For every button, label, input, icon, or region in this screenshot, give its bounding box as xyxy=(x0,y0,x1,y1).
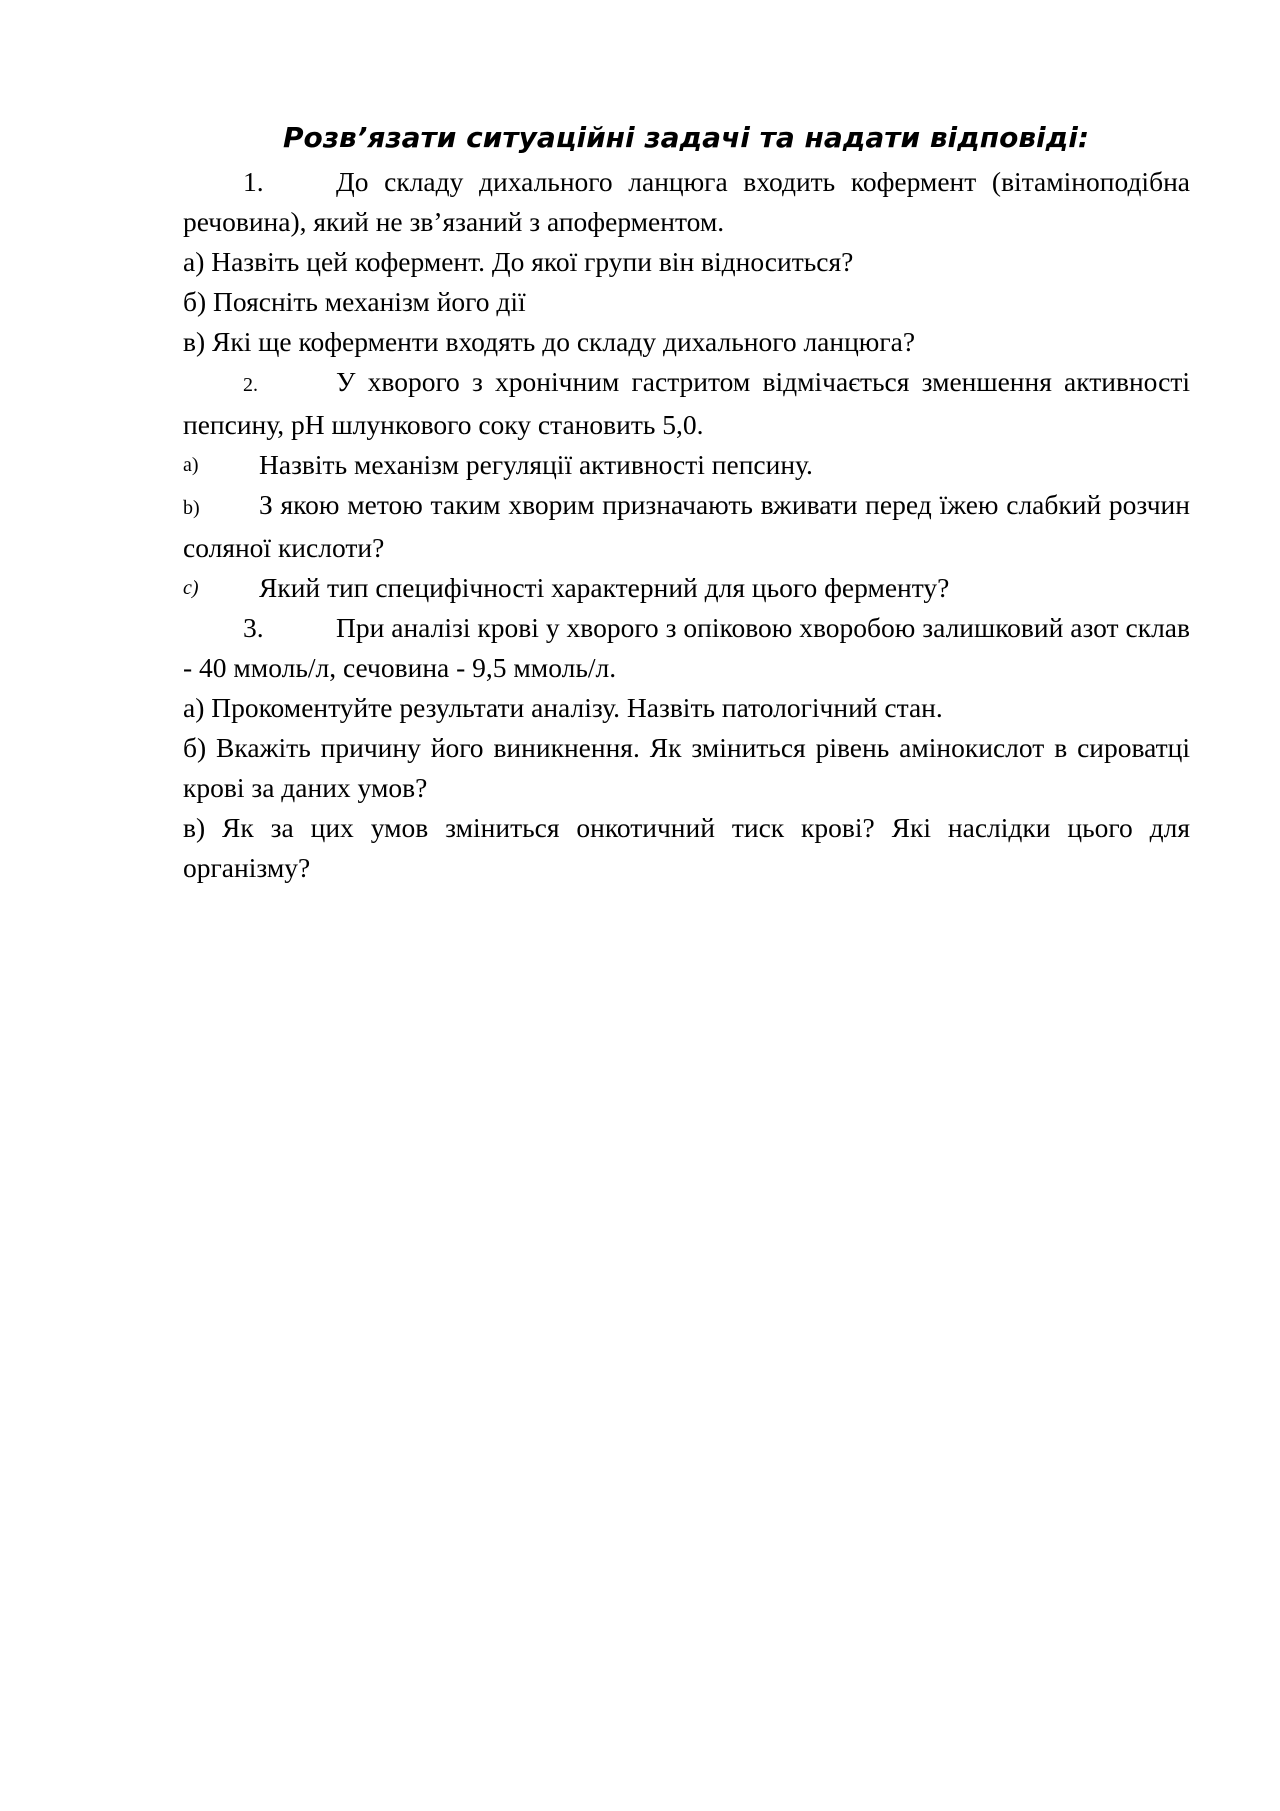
task-3-question-c: в) Як за цих умов зміниться онкотичний тиск крові? Які наслідки цього для організму? xyxy=(183,812,1190,883)
task-2-question-b-text: З якою метою таким хворим призначають вживати перед їжею слабкий розчин соляної кислоти? xyxy=(183,489,1190,563)
task-2-statement xyxy=(183,362,1190,445)
task-2-number: 2. xyxy=(243,374,258,396)
task-1-statement xyxy=(183,162,1190,242)
task-1-question-c: в) Які ще коферменти входять до складу дихального ланцюга? xyxy=(183,326,916,357)
task-2-question-c-mark: c) xyxy=(183,577,199,599)
task-3-question-b: б) Вкажіть причину його виникнення. Як зміниться рівень амінокислот в сироватці крові за даних умов? xyxy=(183,732,1190,803)
task-3 xyxy=(183,608,1190,888)
document-title: Розв’язати ситуаційні задачі та надати відповіді: xyxy=(283,121,1090,154)
task-1-question-a: а) Назвіть цей кофермент. До якої групи він відноситься? xyxy=(183,246,854,277)
task-3-statement xyxy=(183,608,1190,688)
task-3-number: 3. xyxy=(243,612,264,643)
task-2-question-a-text: Назвіть механізм регуляції активності пепсину. xyxy=(259,449,813,480)
task-1 xyxy=(183,162,1190,362)
task-1-question-b: б) Поясніть механізм його дії xyxy=(183,286,526,317)
document-page xyxy=(183,118,1190,888)
task-2-question-b xyxy=(183,485,1190,568)
task-2-question-b-mark: b) xyxy=(183,497,200,519)
task-3-question-a: а) Прокоментуйте результати аналізу. Назвіть патологічний стан. xyxy=(183,692,943,723)
task-2-question-a-mark: a) xyxy=(183,454,199,476)
task-2 xyxy=(183,362,1190,608)
task-2-text: У хворого з хронічним гастритом відмічається зменшення активності пепсину, рН шлункового соку становить 5,0. xyxy=(183,366,1190,440)
task-3-text: При аналізі крові у хворого з опіковою хворобою залишковий азот склав - 40 ммоль/л, сечовина - 9,5 ммоль/л. xyxy=(183,612,1190,683)
task-1-text: До складу дихального ланцюга входить кофермент (вітаміноподібна речовина), який не зв’язаний з апоферментом. xyxy=(183,166,1190,237)
task-2-question-c-text: Який тип специфічності характерний для цього ферменту? xyxy=(259,572,950,603)
task-2-question-c xyxy=(183,568,1190,608)
task-2-question-a xyxy=(183,445,1190,485)
task-1-number: 1. xyxy=(243,166,264,197)
